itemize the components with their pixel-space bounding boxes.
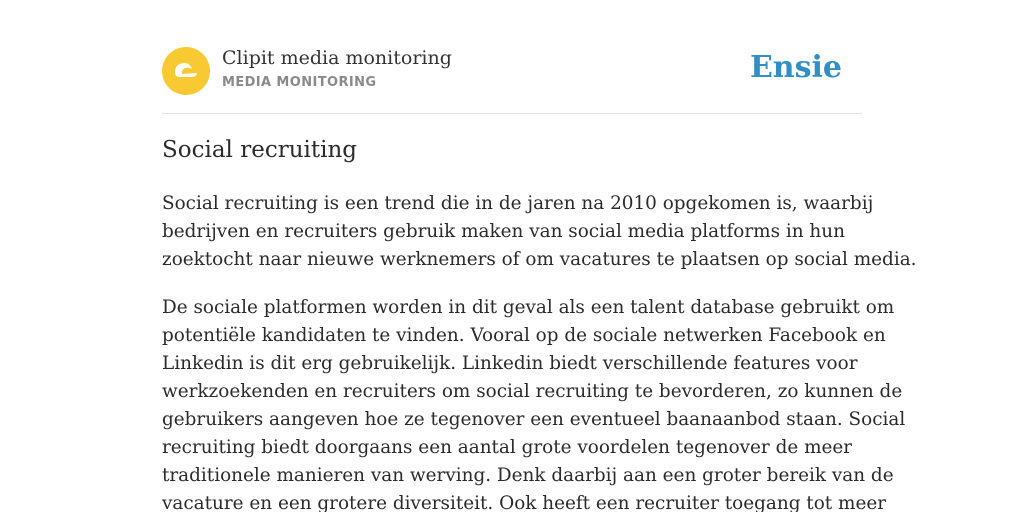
site-logo[interactable]: Ensie xyxy=(749,50,842,85)
text-line: recruiting biedt doorgaans een aantal grote voordelen tegenover de meer xyxy=(162,437,853,458)
article-title: Social recruiting xyxy=(162,137,358,163)
text-line: traditionele manieren van werving. Denk daarbij aan een groter bereik van de xyxy=(162,465,894,486)
brand-name[interactable]: Clipit media monitoring xyxy=(222,47,452,69)
article-body xyxy=(162,190,917,512)
text-line: Linkedin is dit erg gebruikelijk. Linkedin biedt verschillende features voor xyxy=(162,353,858,374)
text-line: werkzoekenden en recruiters om social recruiting te bevorderen, zo kunnen de xyxy=(162,381,903,402)
header-divider xyxy=(162,113,862,114)
header xyxy=(162,46,862,96)
text-line: zoektocht naar nieuwe werknemers of om vacatures te plaatsen op social media. xyxy=(162,249,917,270)
text-line: potentiële kandidaten te vinden. Vooral op de sociale netwerken Facebook en xyxy=(162,325,886,346)
text-line: vacature en een grotere diversiteit. Ook heeft een recruiter toegang tot meer xyxy=(162,493,887,512)
text-line: bedrijven en recruiters gebruik maken van social media platforms in hun xyxy=(162,221,845,242)
speech-bubble-icon[interactable] xyxy=(162,47,210,95)
paragraph-2 xyxy=(162,294,906,512)
paragraph-1 xyxy=(162,190,917,274)
brand-subtitle: MEDIA MONITORING xyxy=(222,75,377,90)
text-line: gebruikers aangeven hoe ze tegenover een eventueel baanaanbod staan. Social xyxy=(162,409,906,430)
text-line: Social recruiting is een trend die in de jaren na 2010 opgekomen is, waarbij xyxy=(162,193,874,214)
text-line: De sociale platformen worden in dit geval als een talent database gebruikt om xyxy=(162,297,895,318)
